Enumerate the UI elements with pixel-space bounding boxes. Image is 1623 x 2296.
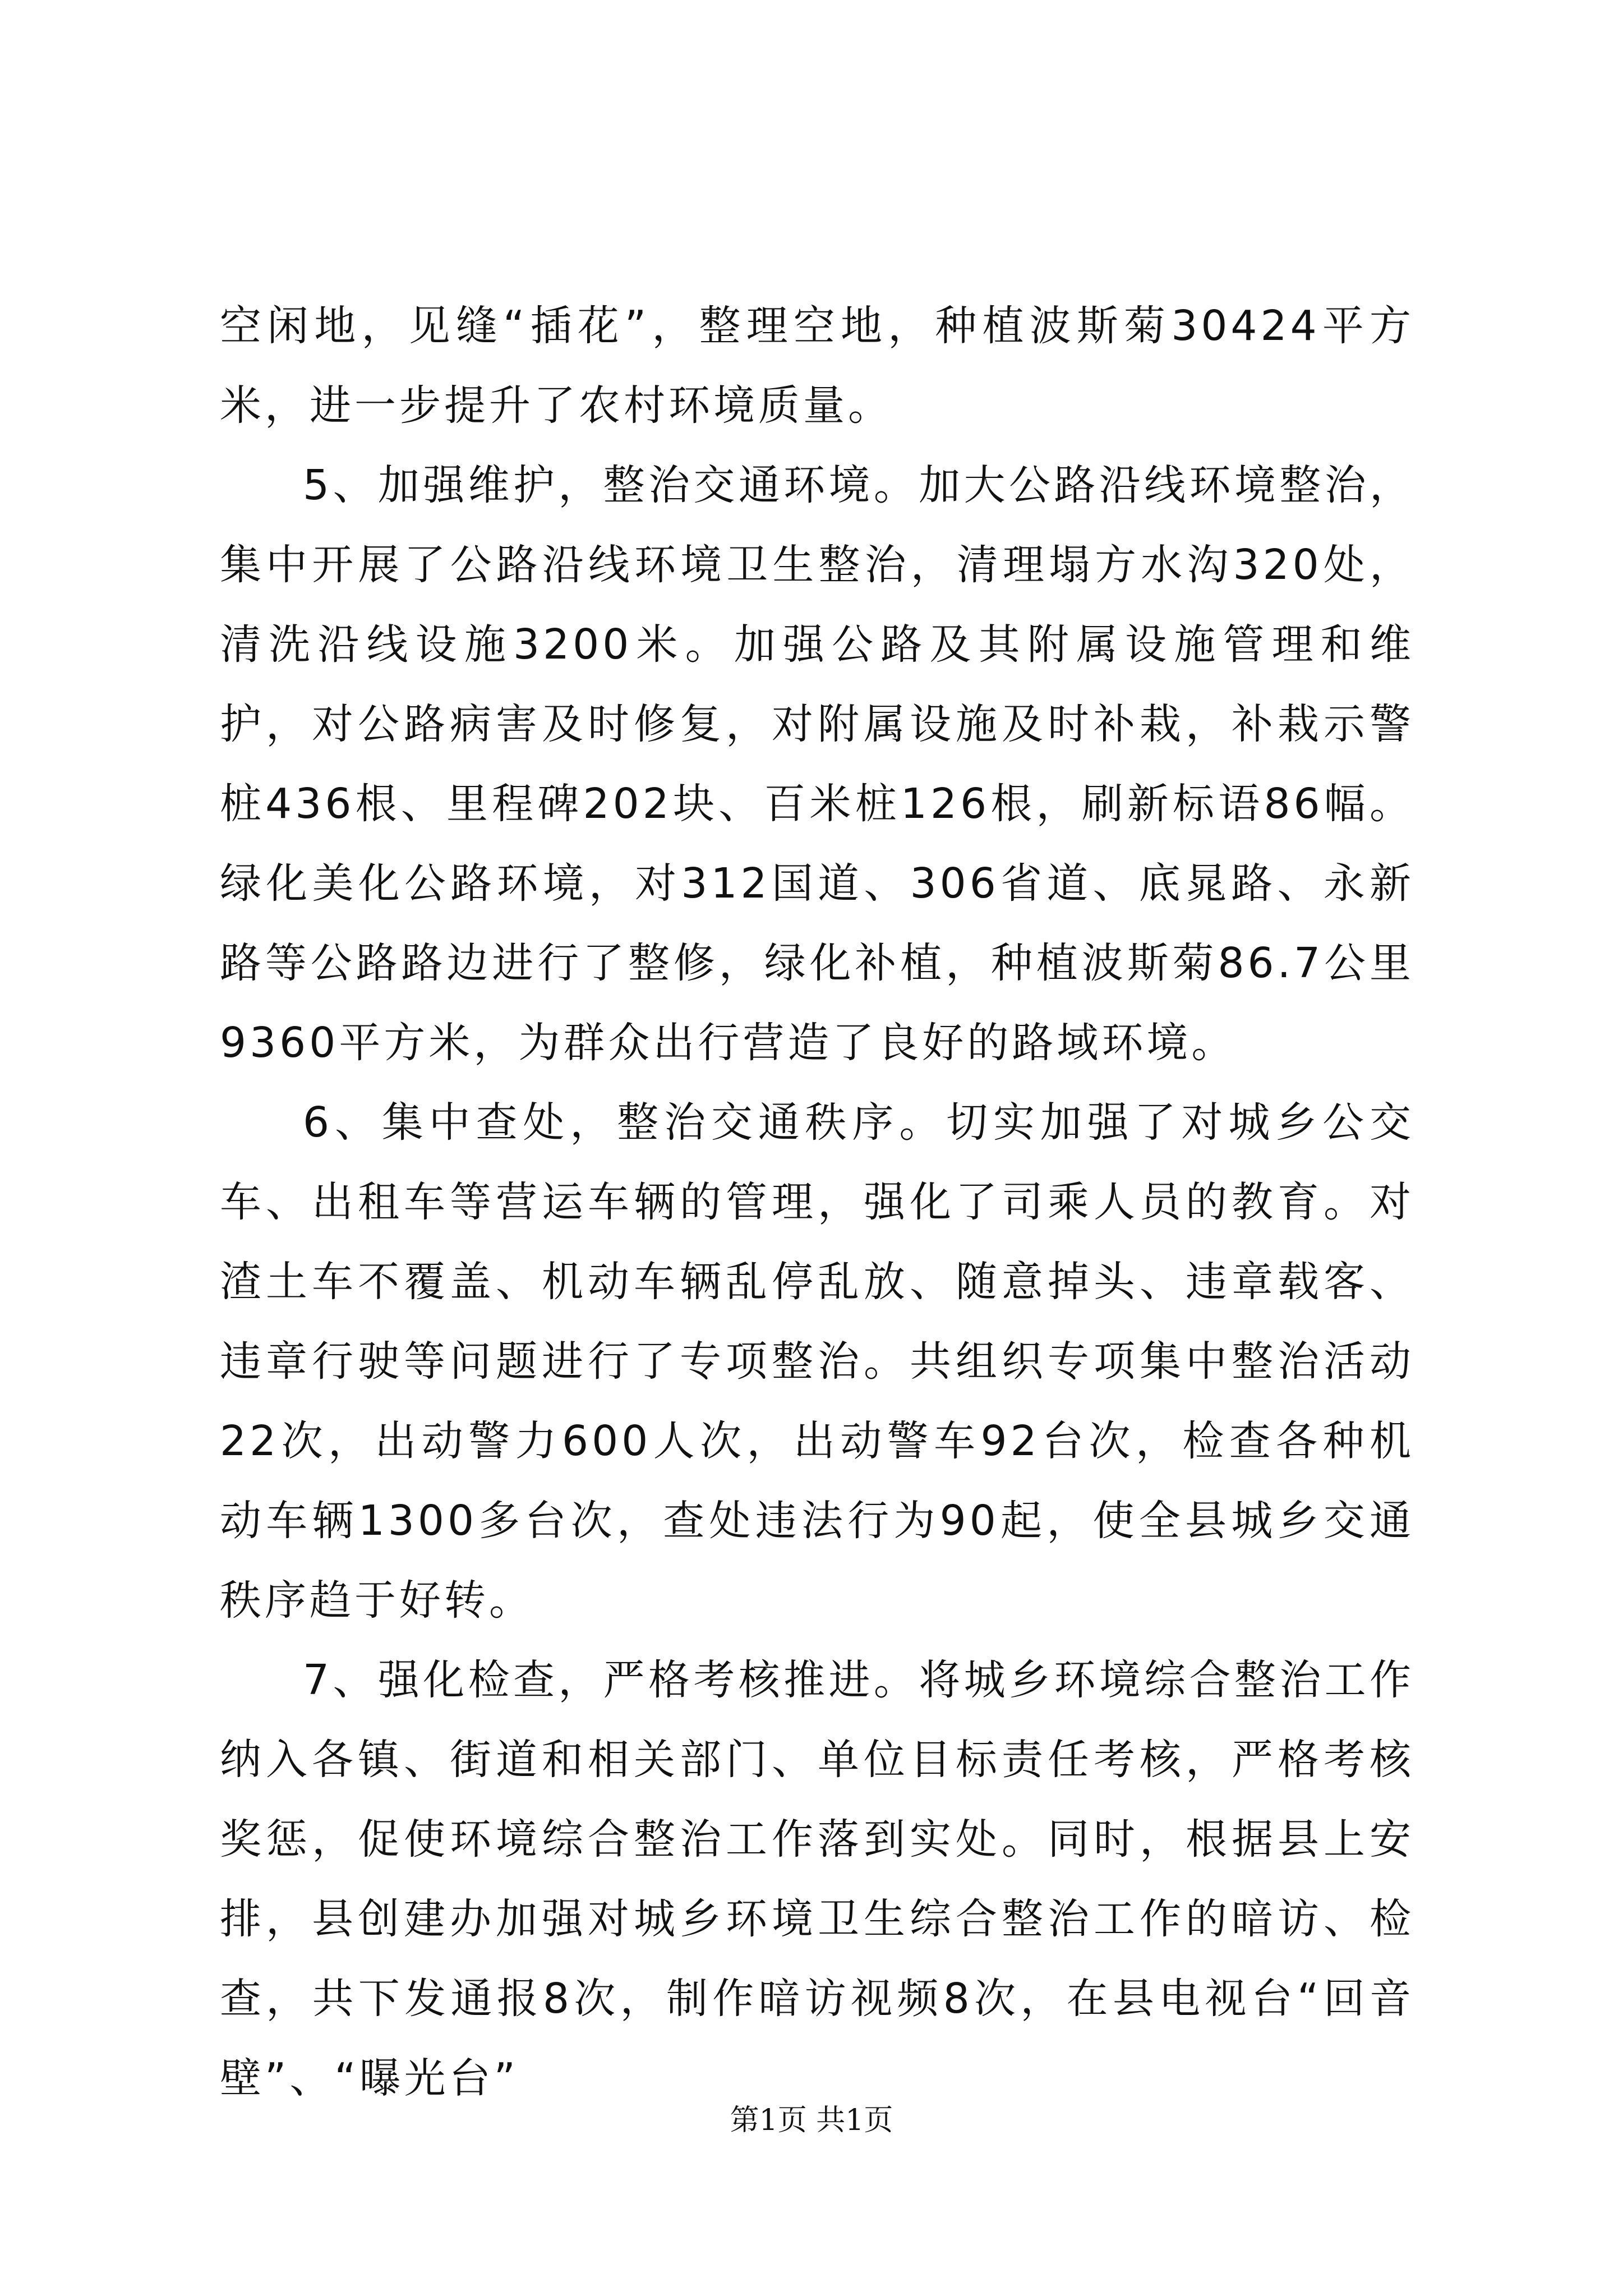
document-body <box>220 286 1414 2118</box>
paragraph-item-5: 5、加强维护，整治交通环境。加大公路沿线环境整治，集中开展了公路沿线环境卫生整治，清理塌方水沟320处，清洗沿线设施3200米。加强公路及其附属设施管理和维护，对公路病害及时修复，对附属设施及时补栽，补栽示警桩436根、里程碑202块、百米桩126根，刷新标语86幅。绿化美化公路环境，对312国道、306省道、底晁路、永新路等公路路边进行了整修，绿化补植，种植波斯菊86.7公里9360平方米，为群众出行营造了良好的路域环境。 <box>220 461 1414 1067</box>
paragraph-item-7: 7、强化检查，严格考核推进。将城乡环境综合整治工作纳入各镇、街道和相关部门、单位目标责任考核，严格考核奖惩，促使环境综合整治工作落到实处。同时，根据县上安排，县创建办加强对城乡环境卫生综合整治工作的暗访、检查，共下发通报8次，制作暗访视频8次，在县电视台“回音壁”、“曝光台” <box>220 1656 1414 2102</box>
page-footer <box>0 2101 1623 2140</box>
page-number-label: 第1页 共1页 <box>730 2104 893 2137</box>
paragraph-continuation: 空闲地，见缝“插花”，整理空地，种植波斯菊30424平方米，进一步提升了农村环境质量。 <box>220 302 1414 430</box>
paragraph-item-6: 6、集中查处，整治交通秩序。切实加强了对城乡公交车、出租车等营运车辆的管理，强化了司乘人员的教育。对渣土车不覆盖、机动车辆乱停乱放、随意掉头、违章载客、违章行驶等问题进行了专项整治。共组织专项集中整治活动22次，出动警力600人次，出动警车92台次，检查各种机动车辆1300多台次，查处违法行为90起，使全县城乡交通秩序趋于好转。 <box>220 1098 1414 1625</box>
